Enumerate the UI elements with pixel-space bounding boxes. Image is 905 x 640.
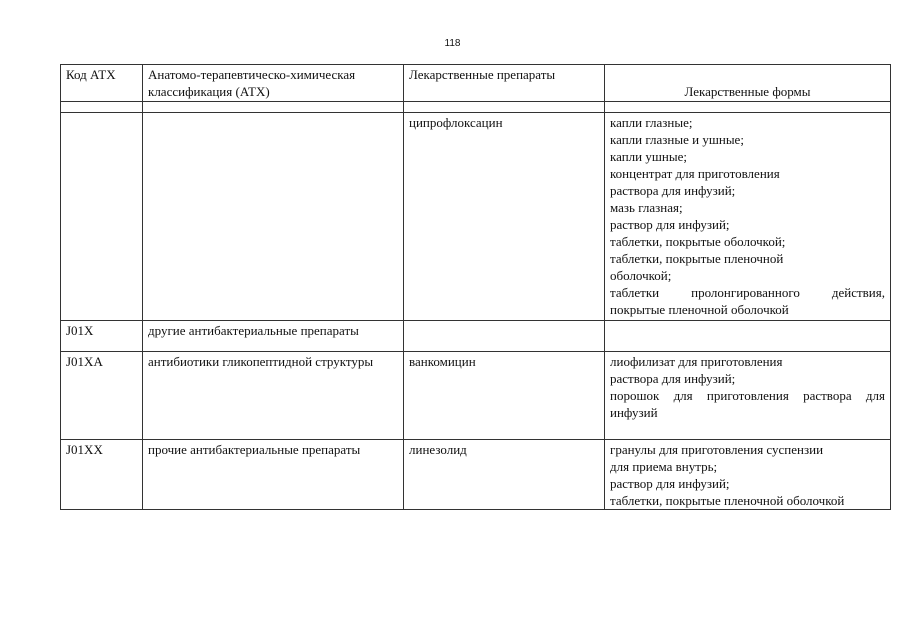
form-line: для приема внутрь;	[610, 459, 718, 474]
form-line: оболочкой;	[610, 268, 672, 283]
form-line: раствор для инфузий;	[610, 217, 730, 232]
form-line: таблетки, покрытые пленочной	[610, 251, 784, 266]
form-line: покрытые пленочной оболочкой	[610, 302, 789, 317]
table-row	[61, 113, 891, 321]
form-line: капли ушные;	[610, 149, 687, 164]
row-forms	[605, 321, 891, 352]
form-line: мазь глазная;	[610, 200, 683, 215]
row-classification: другие антибактериальные препараты	[143, 321, 404, 352]
header-forms: Лекарственные формы	[605, 65, 891, 102]
row-classification: прочие антибактериальные препараты	[143, 440, 404, 510]
atx-table	[60, 64, 891, 510]
table-spacer-row	[61, 102, 891, 113]
table-row	[61, 352, 891, 440]
table-header-row	[61, 65, 891, 102]
form-line: капли глазные;	[610, 115, 693, 130]
form-line: таблетки, покрытые пленочной оболочкой	[610, 493, 845, 508]
row-forms	[605, 113, 891, 321]
form-line: капли глазные и ушные;	[610, 132, 744, 147]
form-line: таблетки пролонгированного действия,	[610, 285, 885, 300]
row-code: J01XX	[61, 440, 143, 510]
row-drug: ципрофлоксацин	[404, 113, 605, 321]
form-line: раствора для инфузий;	[610, 183, 736, 198]
form-line: раствора для инфузий;	[610, 371, 736, 386]
table-row	[61, 440, 891, 510]
form-line: таблетки, покрытые оболочкой;	[610, 234, 786, 249]
row-code: J01X	[61, 321, 143, 352]
row-forms	[605, 440, 891, 510]
row-drug: линезолид	[404, 440, 605, 510]
row-classification: антибиотики гликопептидной структуры	[143, 352, 404, 440]
row-drug	[404, 321, 605, 352]
row-code: J01XA	[61, 352, 143, 440]
row-code	[61, 113, 143, 321]
row-forms	[605, 352, 891, 440]
form-line: порошок для приготовления раствора для	[610, 388, 885, 403]
row-classification	[143, 113, 404, 321]
form-line: лиофилизат для приготовления	[610, 354, 783, 369]
header-code: Код АТХ	[61, 65, 143, 102]
header-classification: Анатомо-терапевтическо-химическая классификация (АТХ)	[143, 65, 404, 102]
table-row	[61, 321, 891, 352]
form-line: инфузий	[610, 405, 658, 420]
form-line: раствор для инфузий;	[610, 476, 730, 491]
page-number: 118	[444, 38, 461, 49]
form-line: концентрат для приготовления	[610, 166, 780, 181]
form-line: гранулы для приготовления суспензии	[610, 442, 824, 457]
row-drug: ванкомицин	[404, 352, 605, 440]
header-drugs: Лекарственные препараты	[404, 65, 605, 102]
